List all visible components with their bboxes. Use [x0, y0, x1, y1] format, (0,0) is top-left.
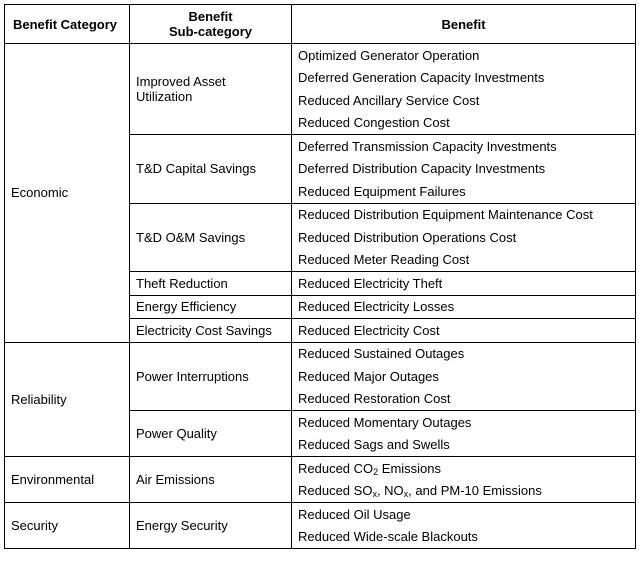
header-subcategory-line1: Benefit: [188, 9, 233, 24]
category-environmental: Environmental: [5, 457, 130, 503]
subcategory-theft: Theft Reduction: [130, 272, 292, 296]
benefit-nox-sub: x: [403, 489, 409, 500]
benefit-cell: Reduced Major Outages: [292, 365, 636, 388]
benefit-cell: Reduced Congestion Cost: [292, 112, 636, 135]
benefit-cell: Deferred Distribution Capacity Investments: [292, 158, 636, 181]
benefit-cell: Reduced Distribution Equipment Maintenance Cost: [292, 203, 636, 226]
subcategory-power-quality: Power Quality: [130, 411, 292, 457]
subcategory-power-interruptions: Power Interruptions: [130, 342, 292, 411]
benefit-cell: Reduced Restoration Cost: [292, 388, 636, 411]
benefit-cell: Reduced Electricity Losses: [292, 295, 636, 319]
subcategory-improved-asset: [130, 44, 292, 135]
benefits-table-container: [4, 4, 635, 567]
category-reliability: Reliability: [5, 342, 130, 457]
category-security: Security: [5, 503, 130, 549]
benefit-cell: Deferred Transmission Capacity Investments: [292, 135, 636, 158]
benefit-sox-pre: Reduced SO: [298, 483, 373, 499]
benefit-cell: Deferred Generation Capacity Investments: [292, 67, 636, 90]
benefit-cell: Reduced Equipment Failures: [292, 180, 636, 203]
benefit-cell: Reduced Sustained Outages: [292, 342, 636, 365]
header-subcategory: [130, 5, 292, 44]
benefit-sox-sub: x: [372, 489, 377, 500]
subcategory-energy-security: Energy Security: [130, 503, 292, 549]
benefit-cell: Reduced Distribution Operations Cost: [292, 226, 636, 249]
benefit-co2-pre: Reduced CO: [298, 460, 374, 476]
table-row: [5, 342, 636, 365]
subcategory-electricity-cost: Electricity Cost Savings: [130, 319, 292, 343]
subcategory-td-capital: T&D Capital Savings: [130, 135, 292, 204]
benefit-cell: Reduced Sags and Swells: [292, 434, 636, 457]
subcategory-energy-efficiency: Energy Efficiency: [130, 295, 292, 319]
benefit-nox-mid: , NO: [376, 483, 404, 499]
benefit-cell: Reduced Electricity Theft: [292, 272, 636, 296]
benefit-co2-post: Emissions: [378, 460, 442, 476]
benefit-cell-sox-nox: [292, 480, 636, 503]
benefit-cell: Reduced Momentary Outages: [292, 411, 636, 434]
header-category: Benefit Category: [5, 5, 130, 44]
benefit-pm10-post: , and PM-10 Emissions: [408, 483, 542, 499]
benefit-co2-sub: 2: [373, 466, 379, 477]
table-row: [5, 457, 636, 480]
benefit-cell: Optimized Generator Operation: [292, 44, 636, 67]
table-row: [5, 503, 636, 526]
subcategory-improved-asset-line1: Improved Asset: [136, 74, 226, 89]
header-benefit: Benefit: [292, 5, 636, 44]
subcategory-air-emissions: Air Emissions: [130, 457, 292, 503]
benefit-cell: Reduced Oil Usage: [292, 503, 636, 526]
header-row: [5, 5, 636, 44]
benefit-cell: Reduced Ancillary Service Cost: [292, 89, 636, 112]
subcategory-improved-asset-line2: Utilization: [136, 89, 193, 104]
category-economic: Economic: [5, 44, 130, 343]
table-row: [5, 44, 636, 67]
benefits-table: [4, 4, 636, 549]
benefit-cell: Reduced Meter Reading Cost: [292, 249, 636, 272]
benefit-cell: Reduced Electricity Cost: [292, 319, 636, 343]
subcategory-td-om: T&D O&M Savings: [130, 203, 292, 272]
benefit-cell-co2: [292, 457, 636, 480]
header-subcategory-line2: Sub-category: [168, 24, 253, 39]
benefit-cell: Reduced Wide-scale Blackouts: [292, 526, 636, 549]
